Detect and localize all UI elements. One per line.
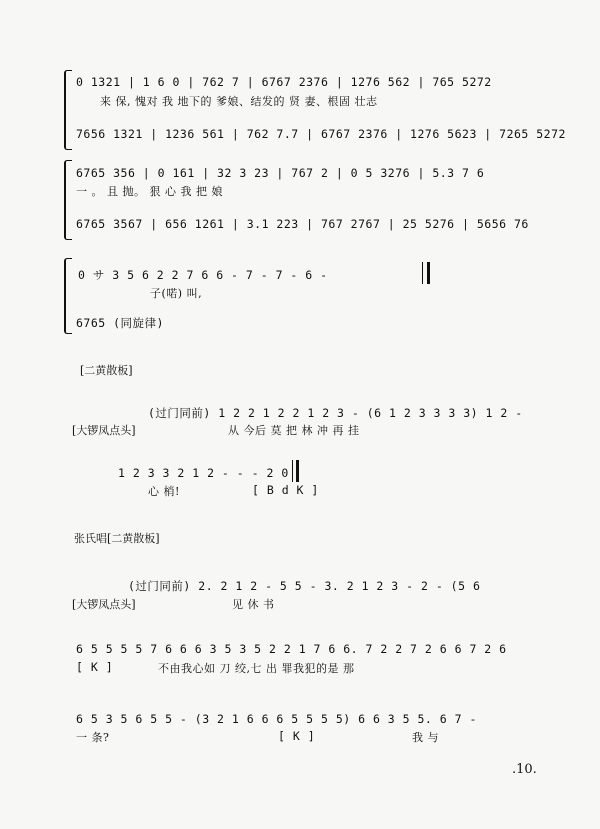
section1-line1-lyrics: 从 今后 莫 把 林 冲 再 挂 [228,424,360,437]
section2-line2-notes: 6 5 5 5 5 7 6 6 6 3 5 3 5 2 2 1 7 6 6. 7 2 2 7 2 6 6 7 2 6 [76,642,507,656]
system1-voice: 0 1321 | 1 6 0 | 762 7 | 6767 2376 | 1276 562 | 765 5272 [76,75,492,89]
section2-line1-lyrics: 见 休 书 [232,598,275,611]
section2-line1-notes: (过门同前) 2. 2 1 2 - 5 5 - 3. 2 1 2 3 - 2 - (5 6 [128,579,481,593]
system2-brace [64,160,72,240]
page-number: .10. [512,762,537,777]
section2-line3-perc: [ K ] [278,729,316,743]
section2-line2-lyrics: 不由我心如 刀 绞,七 出 罪我犯的是 那 [158,662,355,675]
system1-accomp: 7656 1321 | 1236 561 | 762 7.7 | 6767 2376 | 1276 5623 | 7265 5272 [76,127,566,141]
system2-voice: 6765 356 | 0 161 | 32 3 23 | 767 2 | 0 5 3276 | 5.3 7 6 [76,166,485,180]
section2-line3-lyrics: 一 条? [76,731,110,744]
system2-lyrics: 一 。 且 抛。 狠 心 我 把 娘 [76,185,223,198]
system3-accomp: 6765 (同旋律) [76,316,164,330]
system1-brace [64,70,72,150]
section2-line1-label: [大锣凤点头] [72,598,136,611]
section1-line2-notes: 1 2 3 3 2 1 2 - - - 2 0 [118,466,289,480]
section1-end-barline-thick [296,460,299,482]
section1-line2-lyrics: 心 梢! [148,485,180,498]
section2-line3-notes: 6 5 3 5 6 5 5 - (3 2 1 6 6 6 5 5 5 5) 6 6 3 5 5. 6 7 - [76,712,477,726]
section1-heading: [二黄散板] [80,364,133,377]
section1-line2-perc: [ B d K ] [252,483,319,497]
section1-end-barline [292,460,293,482]
section1-line1-notes: (过门同前) 1 2 2 1 2 2 1 2 3 - (6 1 2 3 3 3 3) 1 2 - [148,406,523,420]
section1-line1-label: [大锣凤点头] [72,424,136,437]
section2-line2-perc: [ K ] [76,660,114,674]
final-barline [427,262,430,284]
system3-lyrics: 子(喏) 叫, [150,287,203,300]
section2-singer: 张氏唱[二黄散板] [74,532,160,545]
section2-line3-lyrics2: 我 与 [412,731,439,744]
final-barline-thin [422,262,423,284]
system3-voice: 0 サ 3 5 6 2 2 7 6 6 - 7 - 7 - 6 - [78,268,328,282]
system1-lyrics: 来 保, 愧对 我 地下的 爹娘、结发的 贤 妻、根固 壮志 [100,95,378,108]
system2-accomp: 6765 3567 | 656 1261 | 3.1 223 | 767 2767 | 25 5276 | 5656 76 [76,217,529,231]
system3-brace [64,258,72,334]
